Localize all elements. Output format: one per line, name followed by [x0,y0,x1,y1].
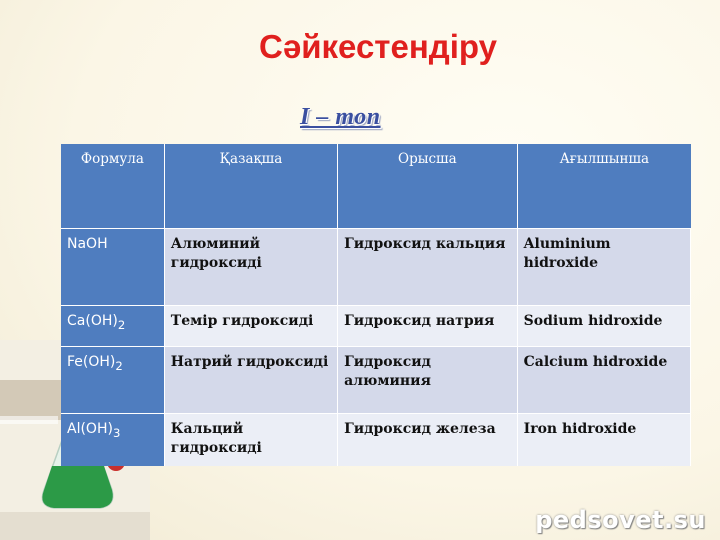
english-cell: Calcium hidroxide [518,346,691,413]
header-formula: Формула [61,144,165,228]
table-row [61,346,691,413]
formula-cell: NaOH [61,228,165,305]
russian-cell: Гидроксид железа [338,413,518,466]
group-subtitle: I – топ [300,104,381,130]
kazakh-cell: Кальций гидроксиді [165,413,338,466]
kazakh-cell: Натрий гидроксиді [165,346,338,413]
header-kazakh: Қазақша [165,144,338,228]
russian-cell: Гидроксид кальция [338,228,518,305]
table-row [61,228,691,305]
table-row [61,305,691,346]
russian-cell: Гидроксид натрия [338,305,518,346]
formula-cell: $Al(OH)_3$ [61,413,165,466]
table-row [61,413,691,466]
kazakh-cell: Темір гидроксиді [165,305,338,346]
formula-cell: $Fe(OH)_2$ [61,346,165,413]
header-russian: Орысша [338,144,518,228]
header-english: Ағылшынша [518,144,691,228]
slide-title: Сәйкестендіру [259,28,497,65]
formula-cell: $Ca(OH)_2$ [61,305,165,346]
kazakh-cell: Алюминий гидроксиді [165,228,338,305]
matching-table [61,144,691,466]
russian-cell: Гидроксид алюминия [338,346,518,413]
watermark-logo: pedsovet.su [535,506,706,534]
english-cell: Aluminium hidroxide [518,228,691,305]
english-cell: Iron hidroxide [518,413,691,466]
english-cell: Sodium hidroxide [518,305,691,346]
table-header-row [61,144,691,228]
